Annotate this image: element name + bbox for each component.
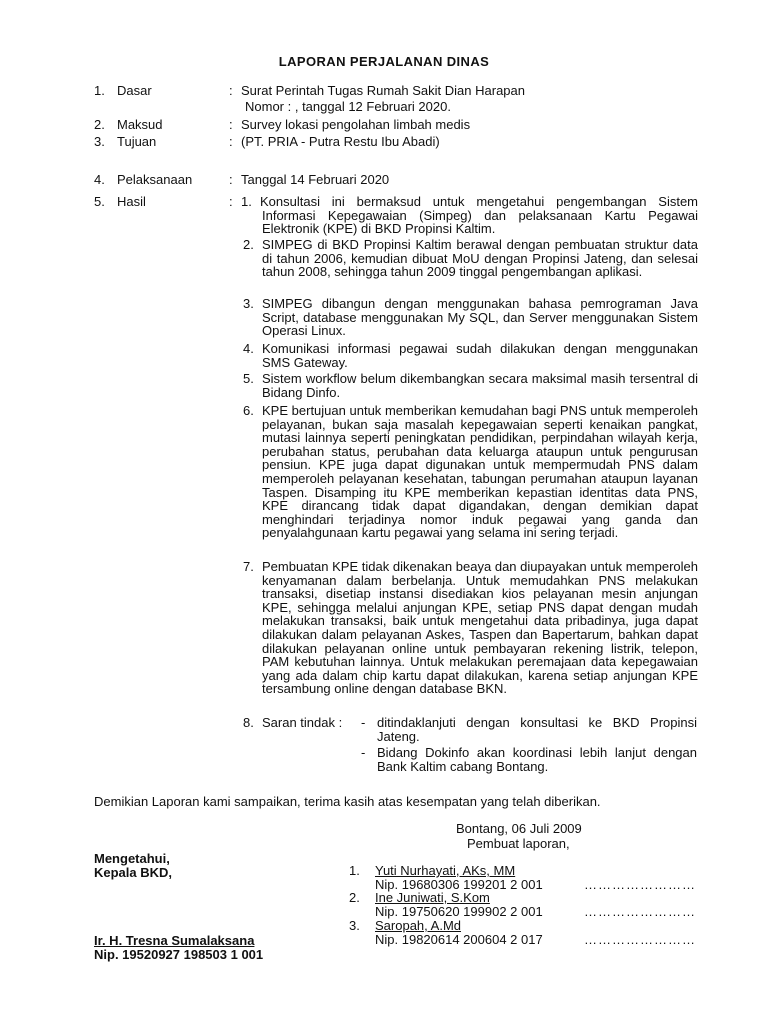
field-label-hasil: Hasil: [117, 194, 146, 209]
reporter-nip: Nip. 19680306 199201 2 001: [375, 877, 543, 892]
saran-label: Saran tindak :: [262, 715, 343, 730]
saran-item-text: ditindaklanjuti dengan konsultasi ke BKD Propinsi Jateng.: [377, 715, 697, 744]
reporter-name: Ine Juniwati, S.Kom: [375, 890, 490, 905]
closing-statement: Demikian Laporan kami sampaikan, terima kasih atas kesempatan yang telah diberikan.: [94, 794, 601, 809]
field-colon: :: [229, 83, 233, 98]
saran-dash: -: [361, 715, 366, 730]
pembuat-label: Pembuat laporan,: [467, 836, 570, 851]
signature-line: ……………………: [584, 904, 696, 919]
hasil-item-text: KPE bertujuan untuk memberikan kemudahan bagi PNS untuk memperoleh pelayanan, bukan saja masalah kepegawaian seperti kenaikan pangkat, mutasi lainnya seperti peningkatan pendidikan, perpindahan wilayah kerja, perubahan status, perubahan data keluarga ataupun untuk pengurusan pensiun. KPE juga dapat digunakan untuk mempermudah PNS dalam memperoleh pelayanan kesehatan, tabungan perumahan ataupun layanan Taspen. Disamping itu KPE memberikan kepastian identitas data PNS, KPE dirancang tidak dapat digandakan, dengan demikian dapat menghindari terjadinya nomor induk pegawai yang ganda dan penyalahgunaan kartu pegawai yang selama ini sering terjadi.: [262, 403, 698, 541]
reporter-name: Saropah, A.Md: [375, 918, 461, 933]
hasil-item-number: 2.: [243, 237, 254, 252]
field-value-tujuan: (PT. PRIA - Putra Restu Ibu Abadi): [241, 134, 440, 149]
field-value-dasar-line2: Nomor : , tanggal 12 Februari 2020.: [245, 99, 451, 114]
field-colon: :: [229, 117, 233, 132]
document-title: LAPORAN PERJALANAN DINAS: [278, 54, 490, 69]
signature-line: ……………………: [584, 877, 696, 892]
hasil-item-number: 6.: [243, 403, 254, 418]
field-label-tujuan: Tujuan: [117, 134, 157, 149]
field-label-pelaksanaan: Pelaksanaan: [117, 172, 193, 187]
signature-line: ……………………: [584, 932, 696, 947]
hasil-item-number: 1.: [241, 194, 252, 209]
field-colon: :: [229, 172, 233, 187]
hasil-item-number: 4.: [243, 341, 254, 356]
kepala-bkd-label: Kepala BKD,: [94, 865, 173, 880]
saran-dash: -: [361, 745, 366, 760]
field-number: 3.: [94, 134, 105, 149]
field-colon: :: [229, 194, 233, 209]
hasil-item-text: Konsultasi ini bermaksud untuk mengetahui pengembangan Sistem Informasi Kepegawaian (Simpeg) dan pelaksanaan Kartu Pegawai Elektronik (KPE) di BKD Propinsi Kaltim.: [260, 194, 698, 237]
reporter-number: 2.: [349, 890, 360, 905]
hasil-item-number: 3.: [243, 296, 254, 311]
field-value-maksud: Survey lokasi pengolahan limbah medis: [241, 117, 471, 132]
field-number: 5.: [94, 194, 105, 209]
field-label-dasar: Dasar: [117, 83, 152, 98]
saran-number: 8.: [243, 715, 254, 730]
reporter-nip: Nip. 19750620 199902 2 001: [375, 904, 543, 919]
hasil-item-text: Komunikasi informasi pegawai sudah dilakukan dengan menggunakan SMS Gateway.: [262, 341, 698, 370]
hasil-item-text: Pembuatan KPE tidak dikenakan beaya dan diupayakan untuk memperoleh kenyamanan dalam berbelanja. Untuk memudahkan PNS melakukan transaksi, disetiap instansi disediakan kios pelayanan mesin anjungan KPE, sehingga melalui anjungan KPE, setiap PNS dapat dengan mudah melakukan transaksi, baik untuk mengetahui data pribadinya, juga dapat dilakukan dalam pelayanan Askes, Taspen dan Bapertarum, bahkan dapat dilakukan pelayanan online untuk pembayaran rekening listrik, telepon, PAM kebutuhan lainnya. Untuk melakukan peremajaan data kepegawaian yang ada dalam chip kartu dapat dilakukan, karena setiap anjungan KPE tersambung online dengan database BKN.: [262, 559, 698, 697]
field-label-maksud: Maksud: [117, 117, 163, 132]
reporter-name: Yuti Nurhayati, AKs, MM: [375, 863, 516, 878]
field-number: 2.: [94, 117, 105, 132]
hasil-item-text: Sistem workflow belum dikembangkan secara maksimal masih tersentral di Bidang Dinfo.: [262, 371, 698, 400]
field-value-pelaksanaan: Tanggal 14 Februari 2020: [241, 172, 390, 187]
hasil-item-number: 7.: [243, 559, 254, 574]
hasil-item-text: SIMPEG dibangun dengan menggunakan bahasa pemrograman Java Script, database menggunakan My SQL, dan Server menggunakan Sistem Operasi Linux.: [262, 296, 698, 339]
field-number: 1.: [94, 83, 105, 98]
hasil-item-text: SIMPEG di BKD Propinsi Kaltim berawal dengan pembuatan struktur data di tahun 2006, kemudian dibuat MoU dengan Propinsi Jateng, dan selesai tahun 2008, sehingga tahun 2009 tinggal pengembangan aplikasi.: [262, 237, 698, 280]
place-date: Bontang, 06 Juli 2009: [456, 821, 582, 836]
reporter-number: 3.: [349, 918, 360, 933]
field-value-dasar-line1: Surat Perintah Tugas Rumah Sakit Dian Harapan: [241, 83, 525, 98]
signatory-nip: Nip. 19520927 198503 1 001: [94, 947, 264, 962]
reporter-number: 1.: [349, 863, 360, 878]
field-number: 4.: [94, 172, 105, 187]
reporter-nip: Nip. 19820614 200604 2 017: [375, 932, 543, 947]
hasil-item-number: 5.: [243, 371, 254, 386]
mengetahui-label: Mengetahui,: [94, 851, 170, 866]
signatory-name: Ir. H. Tresna Sumalaksana: [94, 933, 255, 948]
saran-item-text: Bidang Dokinfo akan koordinasi lebih lanjut dengan Bank Kaltim cabang Bontang.: [377, 745, 697, 774]
field-colon: :: [229, 134, 233, 149]
